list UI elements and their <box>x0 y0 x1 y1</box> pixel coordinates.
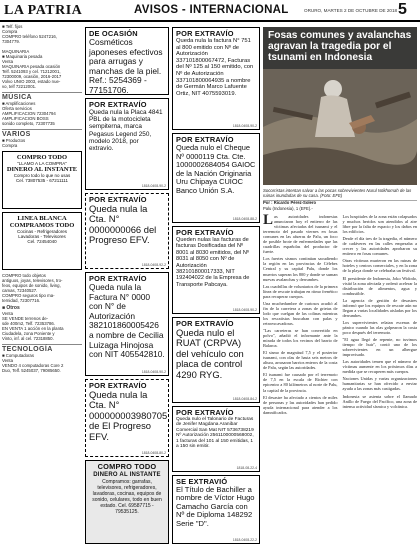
listing-block <box>2 273 82 303</box>
box-line: Cel. 72454040 <box>27 239 57 244</box>
box-sub: COMPRAMOS TODO <box>9 222 75 229</box>
category-tecnologia: TECNOLOGÍA <box>2 344 82 353</box>
article-paragraph: Indonesia se asienta sobre el llamado Anillo de Fuego del Pacífico, una zona de intensa actividad sísmica y volcánica. <box>342 393 417 409</box>
ad-title: DE OCASIÓN <box>89 29 138 38</box>
listing-line: 72300009, ocasión, 2016-2017 <box>2 74 62 79</box>
ad-body: Queda nula la Factura N° 0000 con N° de Autorización 382101860005426 a nombre de Cecilia Luizaga Hinojosa con NIT 405542810. <box>89 282 165 360</box>
article-paragraph: "El agua llegó de repente, no tuvimos tiempo de huir", contó uno de los sobrevivientes en un albergue improvisado. <box>342 337 417 358</box>
ad-code: 1818-0408-90-2 <box>141 370 166 374</box>
ad-title: POR EXTRAVÍO <box>89 274 147 283</box>
ad-extravio-factura <box>85 272 169 376</box>
listing-line: COMPRO seguros tipo ma- <box>2 293 55 298</box>
listing-block <box>2 101 82 126</box>
ad-code: 1818-0408-84-2 <box>232 397 257 401</box>
ad-extravio-dosificadas <box>172 226 260 314</box>
ad-title: POR EXTRAVÍO <box>89 195 147 204</box>
listing-line: ■ Productos <box>2 138 26 143</box>
ad-code: 1818-0408-90-2 <box>232 308 257 312</box>
ad-extravio-cuenta <box>85 193 169 269</box>
listing-line: ternidad, 72307716. <box>2 298 41 303</box>
box-line: DINERO AL INSTANTE <box>6 166 78 173</box>
listing-block <box>2 311 82 341</box>
box-sub: "LLAMO A LA COMPRA" <box>17 161 67 166</box>
photo-caption: Socorristas intentan salvar a las pocas sobrevivientes Nurul Istikhomah de las ruinas inundadas de su casa. (Foto: EFE) <box>263 188 417 201</box>
article-paragraph: Una muchedumbre de curiosos acudió al fin de la carretera a zonas de grietas de lodo que cuelgan de las colinas mientras los rescatistas buscaban con palas y retroexcavadoras. <box>263 300 338 326</box>
ad-body: Queda nulo el Cheque Nº 0000119 Cta. Cte. 1000002684054 GAIOC de la Nación Originaria Uru Chipaya CUIOC Banco Unión S.A. <box>176 143 256 195</box>
ad-body: Queda nula la factura N° 751 al 800 emitido con Nº de Autorización 337101800067472, Facturas del Nº 125 al 150 emitido, con Nº de Autorización 337101800064935 a nombre de Germán Marco Lafuente Ortiz, NIT 4075593019. <box>176 38 254 97</box>
article-paragraph: La agencia de gestión de desastres informó que los equipos de rescate aún no llegan a varias localidades aisladas por los derrumbes. <box>342 297 417 318</box>
article-paragraph: El desastre ha afectado a cientos de miles de personas y las autoridades han pedido ayuda internacional para atender a los damnificados. <box>263 394 338 415</box>
ad-extravio-titulo <box>172 475 260 544</box>
category-varios: VARIOS <box>2 129 82 138</box>
issue-date: ORURO, MARTES 2 DE OCTUBRE DE 2018 <box>304 8 398 13</box>
article-paragraph: Los fuertes sismos continúan sacudiendo la región en las provincias de Célebes Central y su capital Palu, donde los muertos superan los 800 y donde se suman nuevas avalanchas y derrumbes. <box>263 256 338 282</box>
ad-code: 1818-0408-92-2 <box>141 263 166 267</box>
listing-line: AMPLIFICACION 72304794 <box>2 111 56 116</box>
ad-body: Compramos: garrafas, televisores, refrigeradores, lavadoras, cocinas, equipos de sonido, celulares, todo en buen estado. Cel. 69587715 - 79535125. <box>92 479 162 515</box>
listing-line: COMPRO todo objetos <box>2 273 46 278</box>
listing-line: ■ Computadoras <box>2 353 34 358</box>
rescuer-head <box>324 80 342 98</box>
section-title: AVISOS - INTERNACIONAL <box>134 4 289 16</box>
category-musica: MÚSICA <box>2 92 82 101</box>
article-paragraph: "Las carreteras se han convertido en polvo", añadió el informante ante la mirada de todos los vecinos del barrio de Balaroa. <box>263 327 338 349</box>
classifieds-column <box>2 24 82 544</box>
listing-line: COMPRO teléfono 5247216, <box>2 34 57 39</box>
ad-body: El Título de Bachiller a nombre de Víctor Hugo Camacho García con Nº de Diploma 148292 Serie "D". <box>176 485 255 528</box>
ad-title: SE EXTRAVIÓ <box>176 477 228 486</box>
article-paragraph: El presidente de Indonesia, Joko Widodo, visitó la zona afectada y ordenó acelerar la distribución de alimentos, agua y combustible. <box>342 275 417 296</box>
article-paragraph: Otras víctimas murieron en las ruinas de hoteles y centros comerciales, y en la zona de la playa donde se celebraba un festival. <box>342 258 417 274</box>
listing-block <box>2 138 82 148</box>
article-dateline: Palu (Indonesia), 1 (EFE).- <box>263 206 313 211</box>
article-paragraph: El sismo de magnitud 7,5 y el posterior tsunami, con olas de hasta seis metros de altura, arrasaron barrios enteros de la costa de Palu, según las autoridades. <box>263 350 338 371</box>
article-paragraph: Desde el día tres de la tragedia, el número de cadáveres en las calles empezaba a crecer y las autoridades aprobaron su entierro en fosas comunes. <box>342 236 417 257</box>
listing-line: Ciudadela, zona Poniente y <box>2 331 55 336</box>
ad-title: POR EXTRAVÍO <box>176 228 234 237</box>
listing-line: Duo, Telf. 5245037, 79085650. <box>2 368 61 373</box>
listing-line: Compra <box>2 143 18 148</box>
ad-title: POR EXTRAVÍO <box>89 100 147 109</box>
ad-body: Queda nula la Cta. N° 0000000066 del Progreso EFV. <box>89 203 157 246</box>
drop-cap: L <box>263 214 274 228</box>
ad-code: 1818-0408-88-2 <box>232 217 257 221</box>
ad-extravio-talonario <box>172 406 260 472</box>
listing-line: sonido completo, 72307735 <box>2 121 55 126</box>
newspaper-logo: LA PATRIA <box>4 3 83 18</box>
listing-line: ■ Amplificaciones <box>2 101 36 106</box>
listing-line: Vinto, inf. al cel. 72318850. <box>2 336 54 341</box>
article-headline: Fosas comunes y avalanchas agravan la tragedia por el tsunami en Indonesia <box>268 30 412 64</box>
article-paragraph: Las autoridades temen que el número de víctimas aumente en los próximos días a medida que se recuperen más cuerpos. <box>342 359 417 375</box>
listing-line: ■ Maquinaria pesada <box>2 54 43 59</box>
ad-extravio-ruat <box>172 317 260 403</box>
article-paragraph: Naciones Unidas y varias organizaciones humanitarias se han ofrecido a enviar ayuda a las zonas más castigadas. <box>342 376 417 392</box>
listing-line: Oferta servicios <box>2 106 32 111</box>
ad-code: 1818-0408-90-2 <box>141 184 166 188</box>
ad-title: POR EXTRAVÍO <box>176 408 234 417</box>
ad-body: Cosméticos japoneses efectivos para arrugas y manchas de la piel. Ref.: 5254369 - 77151706. <box>89 37 163 95</box>
listing-line: 7304779. <box>2 39 20 44</box>
listing-line: Compra <box>2 29 18 34</box>
listing-line: MAQUINARIA <box>2 49 30 54</box>
listing-line: SE VENDE terrenos de- <box>2 316 49 321</box>
listing-line: Venta <box>2 311 13 316</box>
listing-line: Telf. 5241093 y cel. 71212001, <box>2 69 61 74</box>
listing-line: MAQUINARIA pesada ocasión <box>2 64 61 69</box>
ad-code: 1818-0408-22-2 <box>232 538 257 542</box>
ad-extravio-cheque <box>172 133 260 223</box>
listing-line: sde 400m2, Telf. 72353786. <box>2 321 55 326</box>
listing-line: Volvo UNIO 2003, estado nue- <box>2 79 61 84</box>
ad-code: 1818-0408-80-2 <box>141 451 166 455</box>
page-number: 5 <box>398 1 407 18</box>
box-line: Cocinas - Refrigeradores <box>16 229 68 234</box>
article-body <box>263 214 417 544</box>
ad-extravio-cuenta-2 <box>85 379 169 457</box>
ad-body: Queda nulo el RUAT (CRPVA) del vehículo con placa de control 4290 RYG. <box>176 327 244 380</box>
ad-body: Queda nula la Placa 4841 PBL de la motocicleta sempiterna, marca Pegasus Legend 250, modelo 2018, por extravío. <box>89 109 163 153</box>
ad-compro-todo <box>85 460 169 544</box>
compro-todo-box <box>2 151 82 209</box>
category-otros: ■ Otros <box>2 305 20 311</box>
box-line: Cel. 73807535 - 67211111 <box>16 178 68 183</box>
linea-blanca-box <box>2 212 82 270</box>
listing-line: AMPLIFICACION BOSS <box>2 116 49 121</box>
ad-body: Queda nula la Cta. N° 000000003980705 de El Progreso EFV. <box>89 389 168 442</box>
article-paragraph: El tsunami fue causado por el terremoto de 7,5 en la escala de Richter con epicentro a 80 kilómetros al norte de Palu, la capital de la provincia. <box>263 372 338 393</box>
ad-title: POR EXTRAVÍO <box>89 381 147 390</box>
ad-extravio-facturas <box>172 27 260 130</box>
ad-title: POR EXTRAVÍO <box>176 319 234 328</box>
box-line: Compro todo lo que no usas <box>13 173 71 178</box>
ad-code: 1818-0408-90-2 <box>232 124 257 128</box>
article-paragraph: Los hospitales de la zona están colapsados y muchos heridos son atendidos al aire libre por la falta de espacio y los daños en los edificios. <box>342 214 417 235</box>
listing-line: VENDO 4 computadoras Core 2 <box>2 363 64 368</box>
ad-body: Queden nulas las facturas de facturas Dosificadas del Nº 8001 al 8030 emitidos, del Nº 8031 al 8050 con Nº de Autorización 382101800017333, NIT 192404022 de la Empresa de Transporte Pabcaya. <box>176 237 250 288</box>
listing-block <box>2 24 82 89</box>
box-line: Lavadoras - Televisores <box>18 234 66 239</box>
page-header <box>0 0 420 22</box>
ad-title: POR EXTRAVÍO <box>176 135 234 144</box>
listing-line: antiguos, joyas, televisores, tro- <box>2 278 63 283</box>
listing-block <box>2 353 82 373</box>
listing-line: camas, 72340527. <box>2 288 38 293</box>
listing-line: EN VENTA 1 acción en la planta <box>2 326 64 331</box>
article-paragraph: Las autoridades indonesias anunciaron hoy el entierro de las víctimas afectadas del tsunami y el terremoto del pasado viernes en fosas comunes en las afueras de Palu, un foco de posible brote de enfermedades que las cuadrillas españolas del productor de fuerte. <box>263 214 338 255</box>
box-title: LINEA BLANCA <box>17 215 67 222</box>
ad-extravio-placa <box>85 98 169 190</box>
article-byline: Por : Ricardo Pérez-Solero <box>263 200 317 205</box>
listing-line: Venta <box>2 358 13 363</box>
listing-line: ■ Telf. fijos <box>2 24 23 29</box>
ad-title: POR EXTRAVÍO <box>176 29 234 38</box>
ad-subtitle: DINERO AL INSTANTE <box>93 472 161 478</box>
ad-de-ocasion <box>85 27 169 95</box>
box-title: COMPRO TODO <box>16 154 68 161</box>
listing-line: Venta <box>2 59 13 64</box>
listing-line: vo, telf 72212001. <box>2 84 37 89</box>
article-paragraph: Los supervivientes relatan escenas de pánico cuando las olas golpearon la costa poco después del terremoto. <box>342 319 417 335</box>
ad-title: COMPRO TODO <box>97 462 157 471</box>
ad-code: 1818-08-22-4 <box>236 466 257 470</box>
listing-line: feos, equipos de sonido, living, <box>2 283 61 288</box>
ad-body: Queda nulo el Talonario de Facturas de Jenifer Magdana Aranibar Comercial San Mat NIT 5736738219 Nº Autorización 2561100000568002, 1 facturas del 101 al 150 emitidas, 1 a 150 sin emitir. <box>176 417 254 450</box>
article-paragraph: Las cuadrillas de voluntarios de la primera línea de rescate trabajan en ritmo frenético para recuperar cuerpos. <box>263 283 338 299</box>
